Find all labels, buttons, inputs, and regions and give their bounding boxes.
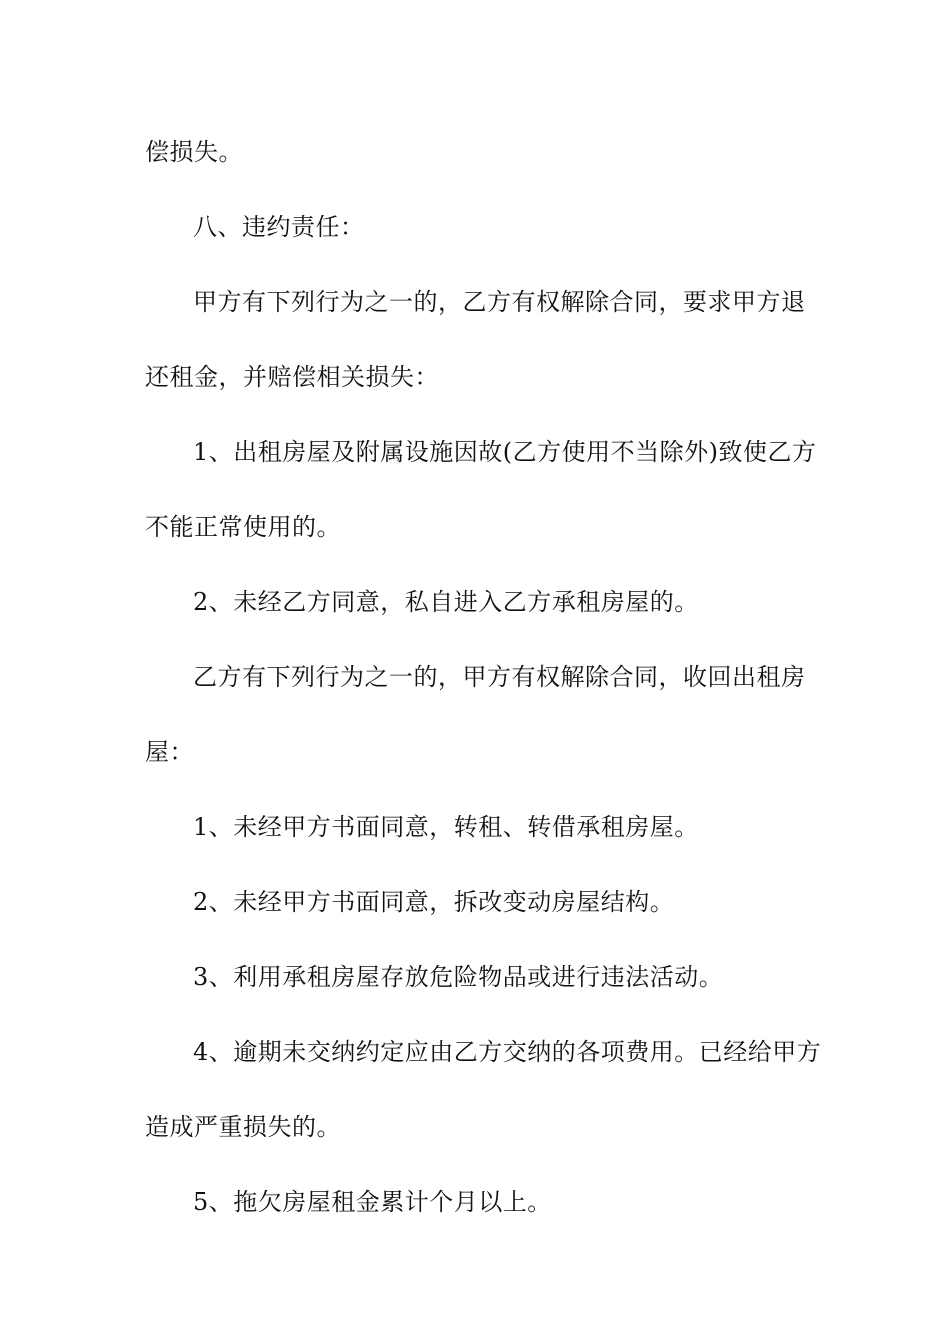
list-item: 5、拖欠房屋租金累计个月以上。 xyxy=(193,1188,552,1216)
list-item: 1、出租房屋及附属设施因故(乙方使用不当除外)致使乙方 xyxy=(193,438,817,466)
list-item: 3、利用承租房屋存放危险物品或进行违法活动。 xyxy=(193,963,724,991)
paragraph-line: 屋： xyxy=(145,738,194,766)
section-heading: 八、违约责任： xyxy=(193,213,365,241)
list-item: 2、未经甲方书面同意，拆改变动房屋结构。 xyxy=(193,888,675,916)
list-item: 1、未经甲方书面同意，转租、转借承租房屋。 xyxy=(193,813,699,841)
text-line: 偿损失。 xyxy=(145,138,243,166)
list-item-continuation: 不能正常使用的。 xyxy=(145,513,341,541)
paragraph-line: 乙方有下列行为之一的，甲方有权解除合同，收回出租房 xyxy=(193,663,806,691)
paragraph-line: 还租金，并赔偿相关损失： xyxy=(145,363,439,391)
list-item-continuation: 造成严重损失的。 xyxy=(145,1113,341,1141)
list-item: 4、逾期未交纳约定应由乙方交纳的各项费用。已经给甲方 xyxy=(193,1038,822,1066)
list-item: 2、未经乙方同意，私自进入乙方承租房屋的。 xyxy=(193,588,699,616)
paragraph-line: 甲方有下列行为之一的，乙方有权解除合同，要求甲方退 xyxy=(193,288,806,316)
